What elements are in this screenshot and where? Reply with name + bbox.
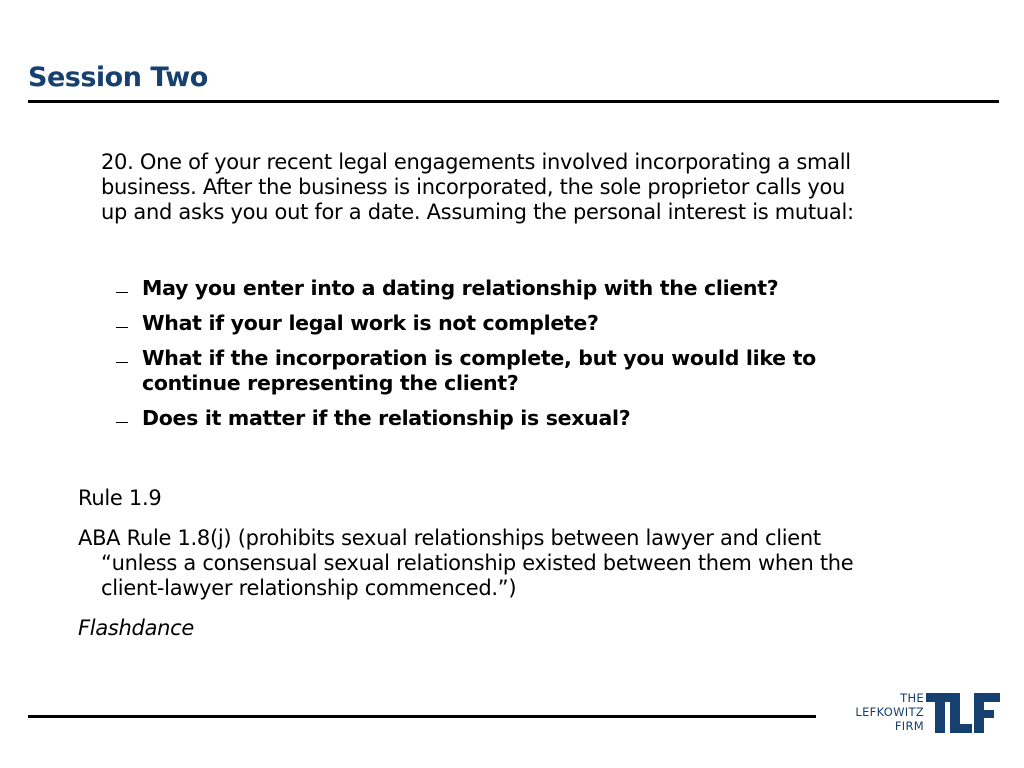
aba-rule-line: “unless a consensual sexual relationship existed between them when the <box>101 551 854 575</box>
references <box>78 486 958 656</box>
firm-name <box>855 691 924 733</box>
firm-logo <box>838 689 1002 737</box>
dash-bullet-icon <box>116 327 128 328</box>
question-text <box>101 150 961 225</box>
dash-bullet-icon <box>116 292 128 293</box>
firm-name-line: THE <box>900 691 924 705</box>
slide-title: Session Two <box>28 62 208 93</box>
firm-name-line: LEFKOWITZ <box>855 705 924 719</box>
footer-divider <box>28 715 816 718</box>
aba-rule-reference <box>78 526 958 601</box>
dash-bullet-icon <box>116 362 128 363</box>
aba-rule-line: ABA Rule 1.8(j) (prohibits sexual relationships between lawyer and client <box>78 526 821 550</box>
dash-bullet-icon <box>116 422 128 423</box>
aba-rule-line: client-lawyer relationship commenced.”) <box>101 576 517 600</box>
sub-question-item <box>114 346 934 396</box>
sub-question-text: continue representing the client? <box>142 371 519 395</box>
case-reference <box>78 616 958 641</box>
rule-reference-text: Rule 1.9 <box>78 486 162 510</box>
sub-question-item <box>114 406 934 431</box>
rule-reference <box>78 486 958 511</box>
sub-question-text: Does it matter if the relationship is sexual? <box>142 406 631 430</box>
firm-name-line: FIRM <box>894 719 924 733</box>
tlf-monogram-icon <box>926 691 1000 735</box>
sub-question-list <box>114 276 934 441</box>
sub-question-text: May you enter into a dating relationship with the client? <box>142 276 779 300</box>
sub-question-text: What if the incorporation is complete, but you would like to <box>142 346 816 370</box>
case-reference-text: Flashdance <box>78 616 195 640</box>
sub-question-text: What if your legal work is not complete? <box>142 311 599 335</box>
question-line: business. After the business is incorporated, the sole proprietor calls you <box>101 175 846 199</box>
sub-question-item <box>114 311 934 336</box>
question-line: 20. One of your recent legal engagements involved incorporating a small <box>101 150 851 174</box>
question-line: up and asks you out for a date. Assuming the personal interest is mutual: <box>101 200 854 224</box>
sub-question-item <box>114 276 934 301</box>
title-divider <box>28 100 999 103</box>
